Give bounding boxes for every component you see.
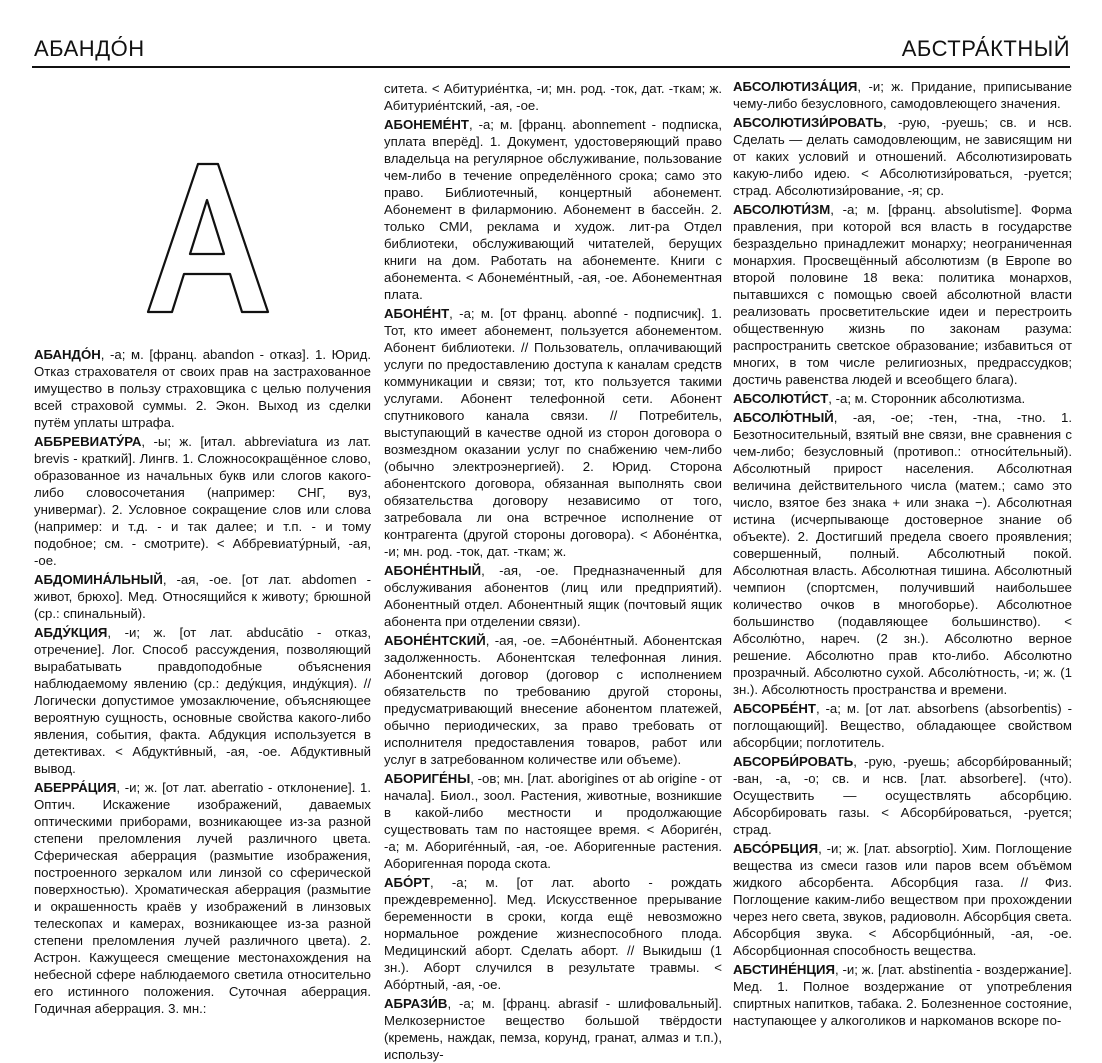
header-rule bbox=[32, 66, 1070, 68]
entry-definition: , -и; ж. [лат. abstinentia - воздержание]. Мед. 1. Полное воздержание от употребления спиртных напитков, табака. 2. Болезненное состояние, наступающее у алкоголиков и наркоманов вскоре по- bbox=[733, 962, 1072, 1028]
entry-definition: , -а; м. [от франц. abonné - подписчик]. 1. Тот, кто имеет абонемент, пользуется абонементом. Абонент библиотеки. // Пользователь, оплачивающий услуги по предоставлению доступа к каналам средств коммуникации и связи; тот, кто пользуется такими услугами. Абонент телефонной сети. Абонент спутникового канала связи. // Потребитель, выступающий в качестве одной из сторон договора о возмездном оказании услуг по снабжению чем-либо (обычно электроэнергией). 2. Юрид. Сторона абонентского договора, обязанная выполнять свои обязательства договору независимо от того, затребовала ли она встречное исполнение от контрагента (другой стороны договора). < Абоне́нтка, -и; мн. род. -ток, дат. -ткам; ж. bbox=[384, 306, 722, 559]
dictionary-entry bbox=[733, 409, 1072, 698]
entry-headword: АББРЕВИАТУ́РА bbox=[34, 434, 142, 449]
entry-definition: , -и; ж. [от лат. aberratio - отклонение]. 1. Оптич. Искажение изображений, даваемых оптическими приборами, возникающее из-за разной степени преломления лучей различного цвета. Сферическая аберрация (размытие изображения, построенного зеркалом или линзой со сферической поверхностью). Хроматическая аберрация (размытие и окрашенность краёв у изображений в линзовых телескопах и камерах, возникающее из-за разной степени преломления лучей различного цвета). 2. Астрон. Кажущееся смещение местонахождения на небесной сфере наблюдаемого светила относительно его истинного положения. Суточная аберрация. Годичная аберрация. 3. мн.: bbox=[34, 780, 371, 1016]
entry-definition: , -а; м. [от лат. absorbens (absorbentis) - поглощающий]. Вещество, обладающее свойством абсорбции; поглотитель. bbox=[733, 701, 1072, 750]
entry-headword: АБСОРБЕ́НТ bbox=[733, 701, 816, 716]
entry-definition: , -ая, -ое. [от лат. abdomen - живот, брюхо]. Мед. Относящийся к животу; брюшной (ср.: спинальный). bbox=[34, 572, 371, 621]
entry-definition: , -рую, -руешь; абсорби́рованный; -ван, -а, -о; св. и нсв. [лат. absorbere]. (что). Осуществить — осуществлять абсорбцию. Абсорбировать газы. < Абсорби́роваться, -руется; страд. bbox=[733, 754, 1072, 837]
dictionary-entry bbox=[34, 433, 371, 569]
entry-definition: ситета. < Абитурие́нтка, -и; мн. род. -ток, дат. -ткам; ж. Абитурие́нтский, -ая, -ое. bbox=[384, 81, 722, 113]
outlined-letter-a-icon bbox=[118, 160, 298, 320]
dictionary-entry bbox=[384, 770, 722, 872]
entry-definition: , -ы; ж. [итал. abbreviatura из лат. brevis - краткий]. Лингв. 1. Сложносокращённое слово, образованное из начальных букв или слогов какого-либо словосочетания (например: СНГ, вуз, универмаг). 2. Условное сокращение слов или слова (например: и т.д. - и так далее; и т.п. - и тому подобное; см. - смотрите). < Аббревиату́рный, -ая, -ое. bbox=[34, 434, 371, 568]
entry-definition: , -и; ж. [лат. absorptio]. Хим. Поглощение вещества из смеси газов или паров всем объёмом жидкого абсорбента. Абсорбция газа. // Физ. Поглощение каким-либо веществом при прохождении через него света, звуков, радиоволн. Абсорбция света. Абсорбция звука. < Абсорбцио́нный, -ая, -ое. Абсорбционная способность вещества. bbox=[733, 841, 1072, 958]
entry-definition: , -рую, -руешь; св. и нсв. Сделать — делать самодовлеющим, не зависящим ни от каких условий и отношений. Абсолютизировать какую-либо идею. < Абсолютизи́роваться, -руется; страд. Абсолютизи́рование, -я; ср. bbox=[733, 115, 1072, 198]
dictionary-entry bbox=[384, 995, 722, 1063]
dictionary-entry bbox=[384, 80, 722, 114]
dictionary-entry bbox=[34, 571, 371, 622]
running-head-left: АБАНДО́Н bbox=[34, 36, 145, 61]
dictionary-entry bbox=[384, 305, 722, 560]
entry-headword: АБСОРБИ́РОВАТЬ bbox=[733, 754, 854, 769]
dictionary-entry bbox=[34, 346, 371, 431]
entry-definition: , -а; м. [франц. abonnement - подписка, уплата вперёд]. 1. Документ, удостоверяющий право владельца на регулярное обслуживание, пользование чем-либо в течение определённого срока; само это право. Библиотечный, концертный абонемент. Абонемент в филармонию. Абонемент в бассейн. 2. только СМИ, реклама и худож. лит-ра Отдел библиотеки, обслуживающий читателей, берущих книги на дом. Работать на абонементе. Книги с абонемента. < Абонеме́нтный, -ая, -ое. Абонементная плата. bbox=[384, 117, 722, 302]
entry-definition: , -ов; мн. [лат. aborigines от ab origine - от начала]. Биол., зоол. Растения, животные, возникшие в какой-либо местности и продолжающие существовать там по настоящее время. < Абориге́н, -а; м. Абориге́нный, -ая, -ое. Аборигенные растения. Аборигенная порода скота. bbox=[384, 771, 722, 871]
dictionary-entry bbox=[733, 114, 1072, 199]
entry-headword: АБСОЛЮТИЗИ́РОВАТЬ bbox=[733, 115, 883, 130]
entry-headword: АБОРИГЕ́НЫ bbox=[384, 771, 471, 786]
entry-definition: , -а; м. [франц. absolutisme]. Форма правления, при которой вся власть в государстве безраздельно принадлежит монарху; неограниченная монархия. Просвещённый абсолютизм (в Европе во второй половине 18 века: политика монархов, пытавшихся с помощью своей абсолютной власти реализовать просветительские идеи и перестроить общественную жизнь по законам разума: распространить светское образование; избавиться от многих, в том числе религиозных, предрассудков; достичь равенства людей и всеобщего блага). bbox=[733, 202, 1072, 387]
dictionary-entry bbox=[733, 78, 1072, 112]
dictionary-entry bbox=[384, 562, 722, 630]
entry-headword: АБСОЛЮТИ́СТ bbox=[733, 391, 829, 406]
entry-definition: , -и; ж. Придание, приписывание чему-либо безусловного, самодовлеющего значения. bbox=[733, 79, 1072, 111]
dictionary-entry bbox=[733, 840, 1072, 959]
entry-headword: АБСОЛЮ́ТНЫЙ bbox=[733, 410, 834, 425]
running-head-right: АБСТРА́КТНЫЙ bbox=[901, 36, 1070, 61]
entry-headword: АБЕРРА́ЦИЯ bbox=[34, 780, 117, 795]
column-1 bbox=[34, 346, 371, 1016]
entry-definition: , -а; м. [франц. abandon - отказ]. 1. Юрид. Отказ страхователя от своих прав на застрахованное имущество в пользу страховщика с целью получения всей страховой суммы. 2. Экон. Выход из сделки путём уплаты штрафа. bbox=[34, 347, 371, 430]
dictionary-entry bbox=[733, 700, 1072, 751]
entry-headword: АБСОЛЮТИЗА́ЦИЯ bbox=[733, 79, 858, 94]
column-3 bbox=[733, 78, 1072, 1028]
entry-headword: АБСО́РБЦИЯ bbox=[733, 841, 819, 856]
entry-headword: АБАНДО́Н bbox=[34, 347, 101, 362]
dictionary-entry bbox=[384, 632, 722, 768]
dictionary-entry bbox=[34, 779, 371, 1017]
dictionary-entry bbox=[384, 874, 722, 993]
entry-headword: АБОНЕ́НТ bbox=[384, 306, 450, 321]
column-2 bbox=[384, 80, 722, 1062]
entry-headword: АБДУ́КЦИЯ bbox=[34, 625, 108, 640]
dictionary-entry bbox=[733, 753, 1072, 838]
entry-headword: АБОНЕМЕ́НТ bbox=[384, 117, 469, 132]
dictionary-entry bbox=[733, 390, 1072, 407]
entry-definition: , -ая, -ое. =Абоне́нтный. Абонентская задолженность. Абонентская телефонная линия. Абонентский договор (договор с исполнением обязательств по требованию другой стороны, предусматривающий внесение абонентом платежей, обычно периодических, за право требовать от исполнителя предоставления товаров, работ или услуг в затребованном количестве или объеме). bbox=[384, 633, 722, 767]
entry-definition: , -а; м. Сторонник абсолютизма. bbox=[828, 391, 1026, 406]
dictionary-entry bbox=[34, 624, 371, 777]
dictionary-entry bbox=[733, 201, 1072, 388]
entry-headword: АБСОЛЮТИ́ЗМ bbox=[733, 202, 831, 217]
entry-headword: АБРАЗИ́В bbox=[384, 996, 448, 1011]
entry-headword: АБОНЕ́НТНЫЙ bbox=[384, 563, 482, 578]
entry-headword: АБСТИНЕ́НЦИЯ bbox=[733, 962, 835, 977]
entry-definition: , -ая, -ое; -тен, -тна, -тно. 1. Безотносительный, взятый вне связи, вне сравнения с чем-либо; безусловный (противоп.: относи́тельный). Абсолютный прирост населения. Абсолютная величина действительного числа (матем.; само это число, взятое без знака + или знака −). Абсолютная истина (исчерпывающе достоверное знание об объекте). 2. Достигший предела своего проявления; совершенный, полный. Абсолютный покой. Абсолютная власть. Абсолютная тишина. Абсолютный чемпион (спортсмен, получивший наибольшее количество очков в многоборье). Абсолютное большинство (подавляющее большинство). < Абсолю́тно, нареч. (2 зн.). Абсолютно верное решение. Абсолютно прав кто-либо. Абсолютно прозрачный. Абсолютно сухой. Абсолю́тность, -и; ж. (1 зн.). Абсолютность пространства и времени. bbox=[733, 410, 1072, 697]
entry-headword: АБО́РТ bbox=[384, 875, 430, 890]
entry-definition: , -а; м. [франц. abrasif - шлифовальный]. Мелкозернистое вещество большой твёрдости (кремень, наждак, пемза, корунд, гранат, алмаз и т.п.), использу- bbox=[384, 996, 722, 1062]
entry-definition: , -а; м. [от лат. aborto - рождать преждевременно]. Мед. Искусственное прерывание беременности в сроки, когда ещё невозможно нормальное рождение жизнеспособного плода. Медицинский аборт. Сделать аборт. // Выкидыш (1 зн.). Аборт случился в результате травмы. < Або́ртный, -ая, -ое. bbox=[384, 875, 722, 992]
dictionary-entry bbox=[384, 116, 722, 303]
dictionary-entry bbox=[733, 961, 1072, 1029]
entry-definition: , -и; ж. [от лат. abducātio - отказ, отречение]. Лог. Способ рассуждения, позволяющий вырабатывать правдоподобные объяснения наблюдаемому явлению (ср.: деду́кция, инду́кция). // Логически допустимое умозаключение, объясняющее вероятную сущность, основные свойства какого-либо явления, события, факта. Абдукция используется в детективах. < Абдукти́вный, -ая, -ое. Абдуктивный вывод. bbox=[34, 625, 371, 776]
entry-definition: , -ая, -ое. Предназначенный для обслуживания абонентов (лиц или предприятий). Абонентный отдел. Абонентный ящик (почтовый ящик абонента при отделении связи). bbox=[384, 563, 722, 629]
entry-headword: АБОНЕ́НТСКИЙ bbox=[384, 633, 486, 648]
entry-headword: АБДОМИНА́ЛЬНЫЙ bbox=[34, 572, 163, 587]
